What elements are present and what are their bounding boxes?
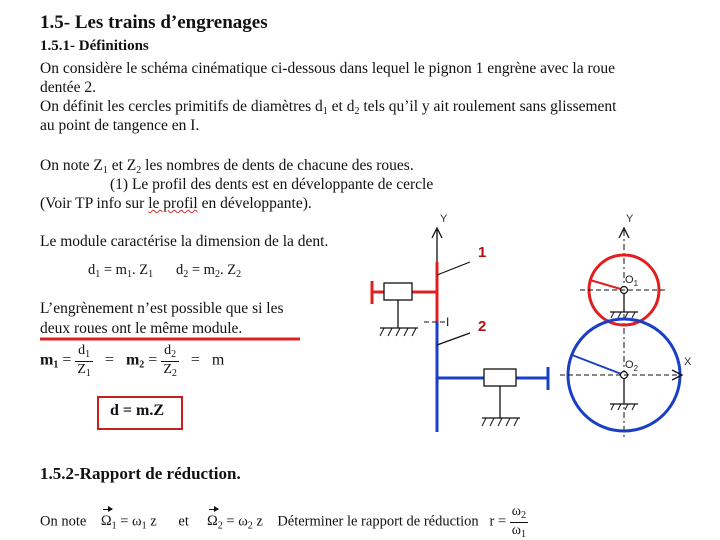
d1-z: . Z — [131, 262, 149, 278]
para1-line3b: et d — [327, 98, 355, 115]
eq-omega2: = ω — [222, 513, 248, 530]
eq-sign: = — [190, 351, 200, 369]
boxed-formula: d = m.Z — [110, 402, 165, 419]
sub-2: 2 — [183, 269, 189, 280]
sub-1: 1 — [111, 520, 117, 532]
subsection2-title: 1.5.2-Rapport de réduction. — [40, 464, 241, 483]
sub-1: 1 — [633, 279, 639, 288]
sub-2: 2 — [171, 367, 177, 379]
sub-1: 1 — [322, 106, 328, 117]
sub-1: 1 — [95, 269, 101, 280]
sub-1: 1 — [520, 528, 526, 540]
x-label: X — [684, 356, 692, 368]
para2-line1c: les nombres de dents de chacune des roues. — [141, 157, 414, 174]
r-eq: r = — [489, 513, 507, 530]
m-final: m — [211, 351, 225, 369]
omega-vector-2: Ω — [206, 513, 218, 530]
frac1-den: Z — [77, 361, 86, 377]
point-i: I — [446, 315, 450, 329]
z-axis-2: z — [252, 513, 263, 530]
sub-1: 1 — [148, 269, 154, 280]
ratio-num: ω — [511, 504, 521, 519]
ratio-den: ω — [511, 522, 521, 538]
para1-line3a: On définit les cercles primitifs de diamètres d — [40, 98, 323, 115]
gear1-bearing — [384, 283, 412, 300]
m1: m — [40, 351, 54, 369]
sub-2: 2 — [520, 510, 526, 521]
para2-line3c: en développante). — [197, 195, 312, 212]
sub-2: 2 — [217, 520, 223, 532]
sub-1: 1 — [102, 165, 108, 176]
d2-lhs: d — [176, 262, 184, 278]
o1-label — [625, 274, 639, 288]
sub-2: 2 — [236, 269, 242, 280]
o1-letter: O — [625, 274, 634, 286]
engagement-line1: L’engrènement n’est possible que si les — [40, 300, 284, 317]
y-left-label: Y — [440, 213, 448, 225]
sub-2: 2 — [171, 349, 177, 360]
omega-vector-1: Ω — [100, 513, 112, 530]
para2-line3a: (Voir TP info sur — [40, 195, 149, 212]
label-1: 1 — [478, 244, 487, 261]
et: et — [178, 513, 189, 530]
sub-2: 2 — [247, 520, 253, 532]
d2-eq: = m — [188, 262, 215, 278]
eq-sign: = — [148, 351, 158, 369]
para2-line1b: et Z — [107, 157, 137, 174]
frac2-num: d — [164, 343, 172, 358]
section-title: 1.5- Les trains d’engrenages — [40, 12, 268, 33]
leader-2 — [437, 333, 470, 345]
d1-lhs: d — [88, 262, 96, 278]
sub-2: 2 — [214, 269, 220, 280]
gear2-radius — [572, 355, 624, 375]
para1-line1: On considère le schéma cinématique ci-dessous dans lequel le pignon 1 engrène avec la roue — [40, 60, 616, 77]
d2-z: . Z — [219, 262, 237, 278]
eq-omega1: = ω — [116, 513, 142, 530]
label-2: 2 — [478, 318, 487, 335]
sub-2: 2 — [136, 165, 142, 176]
o2-letter: O — [625, 359, 634, 371]
gear1-ground-hatch — [380, 328, 416, 336]
sub-2: 2 — [633, 364, 639, 373]
sub-1: 1 — [85, 367, 91, 379]
gear2-bearing — [484, 369, 516, 386]
frac1-num: d — [78, 343, 86, 358]
para2-line1a: On note Z — [40, 157, 103, 174]
engagement-line2: deux roues ont le même module. — [40, 320, 243, 337]
determine-text: Déterminer le rapport de réduction — [277, 513, 479, 530]
sub-2: 2 — [354, 106, 360, 117]
para1-line2: dentée 2. — [40, 79, 96, 96]
sub-2: 2 — [139, 359, 145, 371]
gear1-mount-hatch — [611, 312, 635, 318]
leader-1 — [437, 262, 470, 275]
subsection-title: 1.5.1- Définitions — [40, 38, 149, 54]
para2-line2: (1) Le profil des dents est en développante de cercle — [110, 176, 434, 193]
para1-line3c: tels qu’il y ait roulement sans glissement — [359, 98, 617, 115]
para1-line4: au point de tangence en I. — [40, 117, 200, 134]
sub-1: 1 — [141, 520, 147, 532]
z-axis-1: z — [146, 513, 157, 530]
y-right-label: Y — [626, 213, 634, 225]
gear2-mount-hatch — [611, 404, 635, 410]
eq-sign: = — [104, 351, 114, 369]
module-text: Le module caractérise la dimension de la dent. — [40, 233, 329, 250]
eq-sign: = — [62, 351, 72, 369]
on-note: On note — [40, 513, 87, 530]
gear1-radius — [590, 280, 624, 290]
profil-link[interactable]: le profil — [148, 195, 198, 212]
sub-1: 1 — [85, 349, 91, 360]
sub-1: 1 — [126, 269, 132, 280]
frac2-den: Z — [163, 361, 172, 377]
o2-label — [625, 359, 639, 373]
d1-eq: = m — [100, 262, 127, 278]
m2: m — [125, 351, 140, 369]
sub-1: 1 — [53, 359, 59, 371]
gear2-ground-hatch — [482, 418, 518, 426]
